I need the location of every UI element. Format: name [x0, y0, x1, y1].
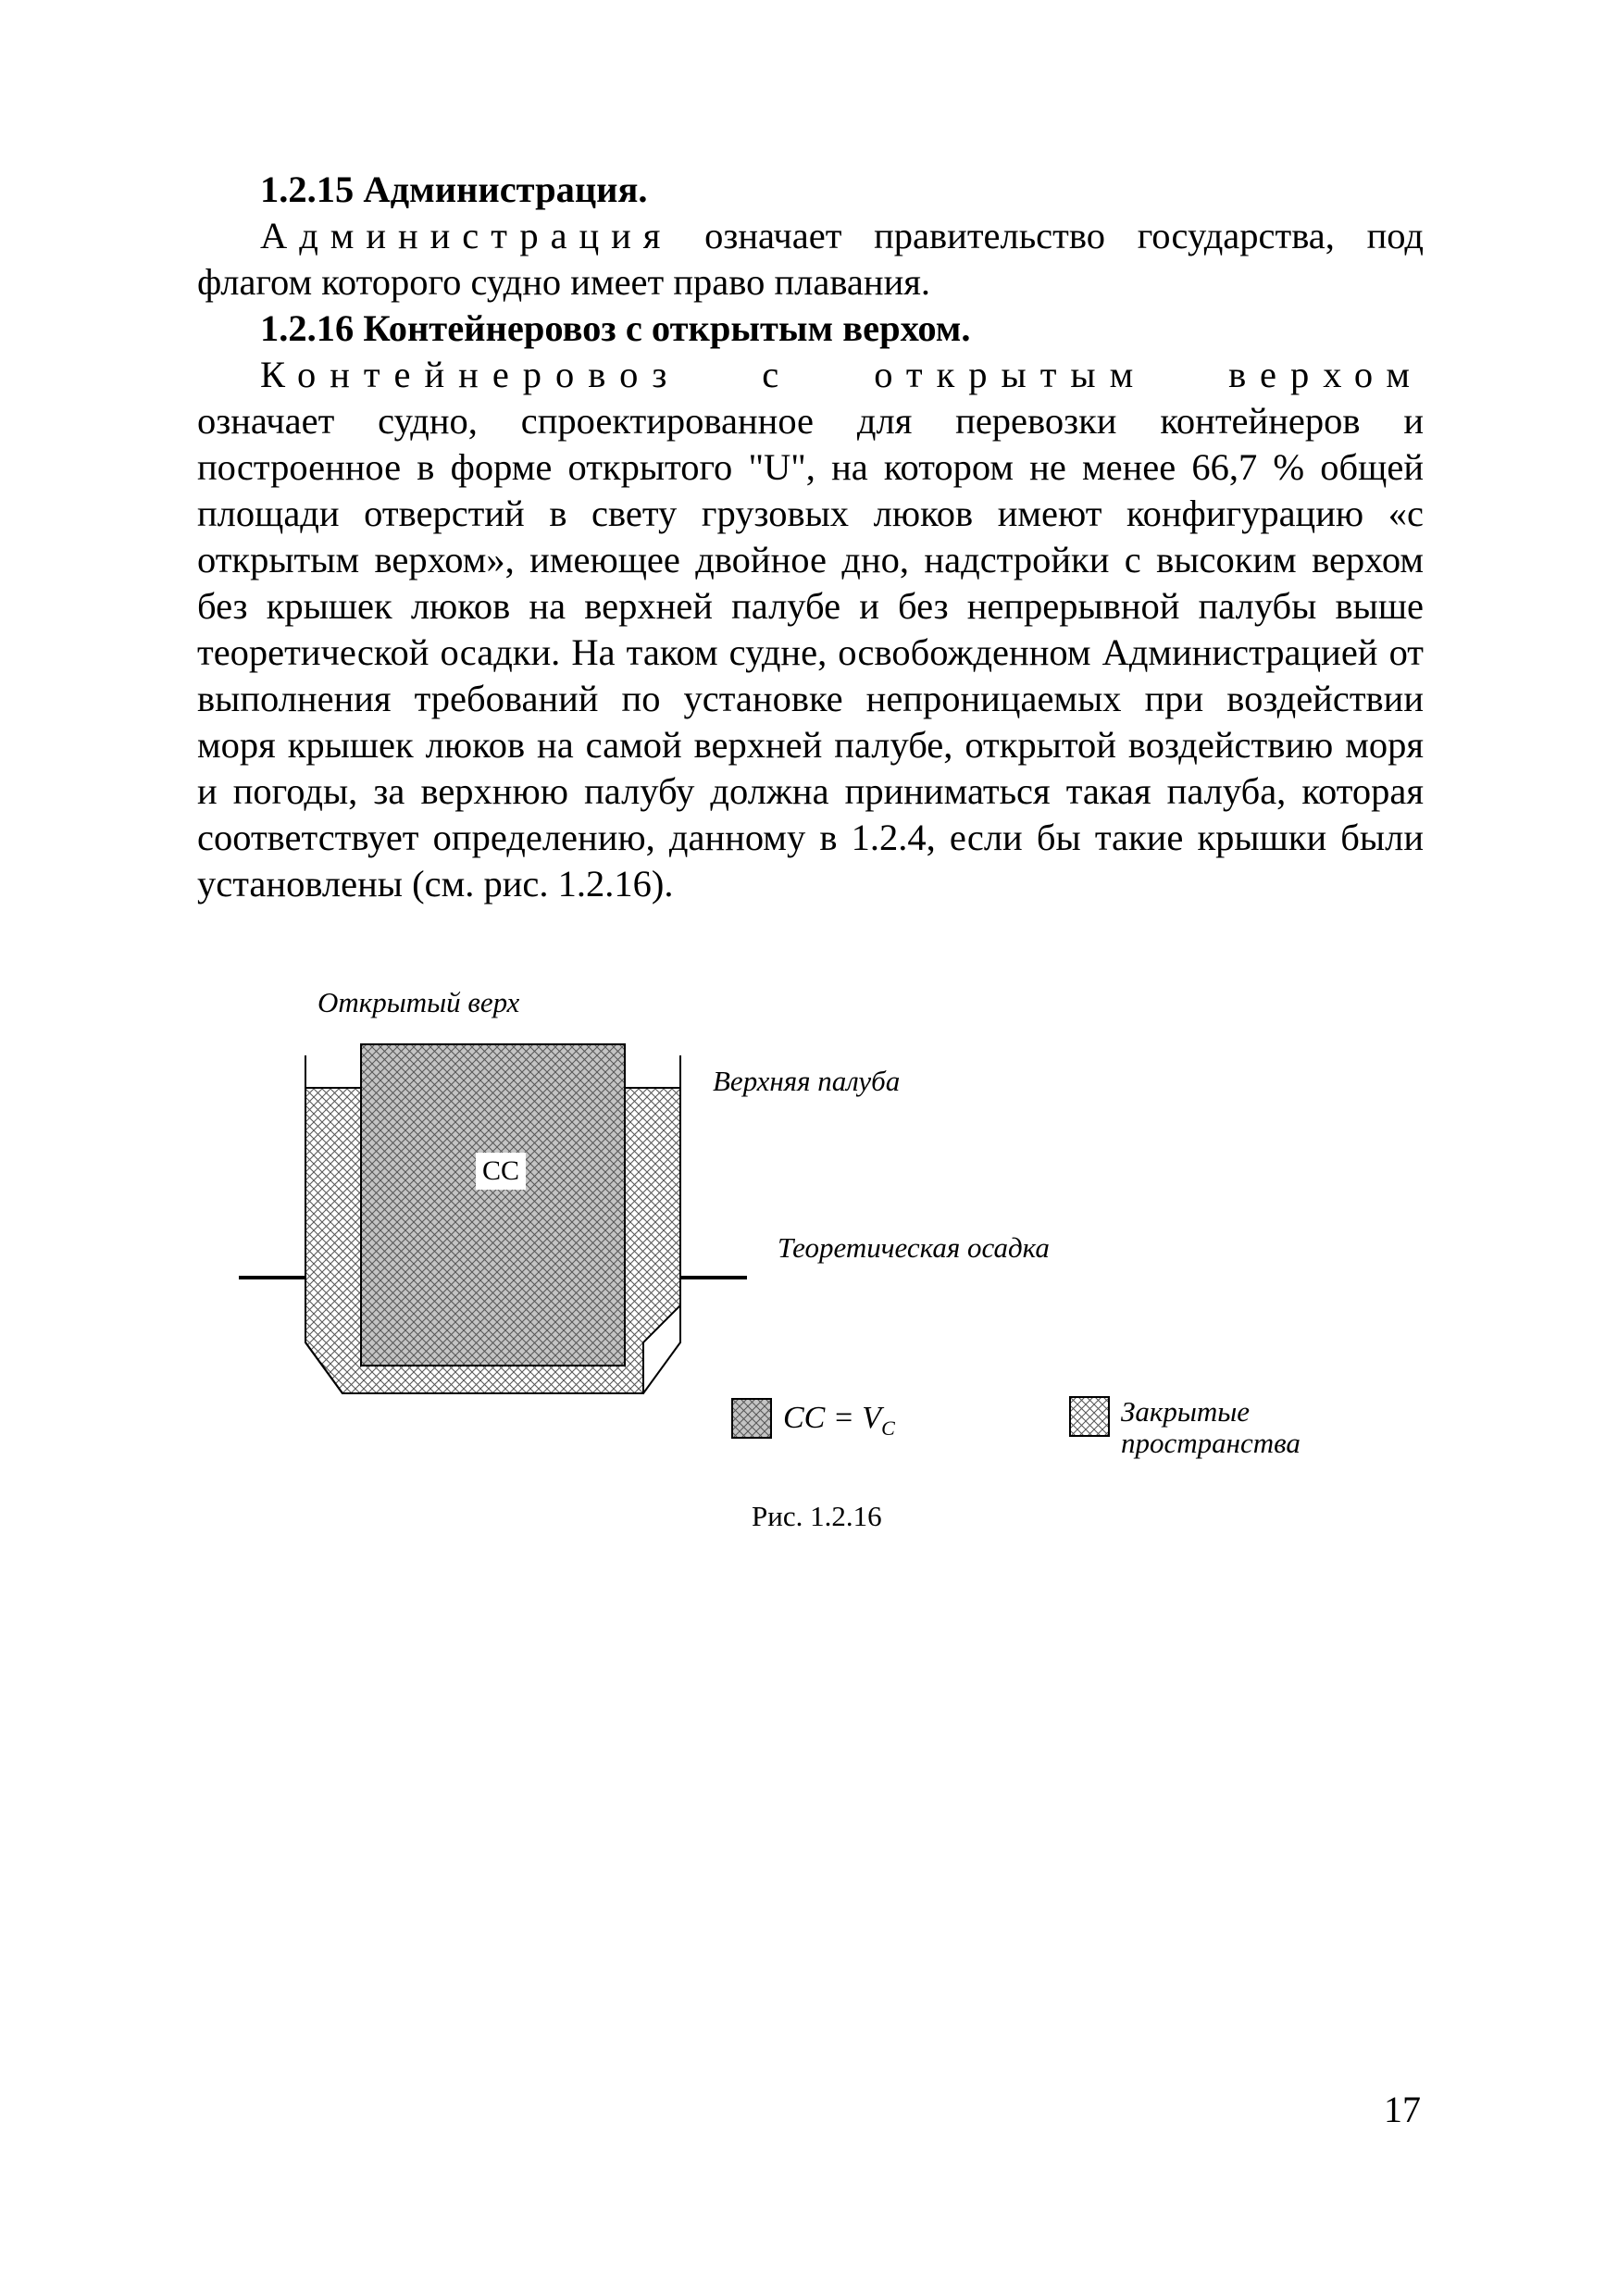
label-open-top: Открытый верх [317, 986, 520, 1018]
label-theoretical-draft: Теоретическая осадка [778, 1231, 1050, 1264]
legend-cc-text: CC = $V_C$ [783, 1401, 895, 1440]
figure-caption: Рис. 1.2.16 [752, 1500, 882, 1532]
term-open-top-container-ship: Контейнеровоз с открытым верхом [260, 354, 1424, 395]
cargo-compartment-cc [361, 1044, 625, 1366]
definition-text: означает правительство государства, под флагом которого судно имеет право плавания. [197, 215, 1424, 303]
body-text [197, 167, 1424, 907]
term-administration: Администрация [260, 215, 673, 256]
cc-label: CC [476, 1153, 526, 1190]
section-paragraph-1-2-15 [197, 213, 1424, 306]
legend-swatch-closed [1069, 1396, 1110, 1437]
figure-1-2-16 [222, 972, 1379, 1532]
section-heading-1-2-15: 1.2.15 Администрация. [260, 168, 648, 210]
legend-closed-spaces [1069, 1396, 1325, 1459]
label-upper-deck: Верхняя палуба [713, 1065, 901, 1097]
definition-text: означает судно, спроектированное для перевозки контейнеров и построенное в форме открытого "U", на котором не менее 66,7 % общей площади отверстий в свету грузовых люков имеют конфигурацию «с открытым верхом», имеющее двойное дно, надстройки с высоким верхом без крышек люков на верхней палубе и без непрерывной палубы выше теоретической осадки. На таком судне, освобожденном Администрацией от выполнения требований по установке непроницаемых при воздействии моря крышек люков на самой верхней палубе, открытой воздействию моря и погоды, за верхнюю палубу должна приниматься такая палуба, которая соответствует определению, данному в 1.2.4, если бы такие крышки были установлены (см. рис. 1.2.16). [197, 400, 1424, 905]
legend-swatch-cc [731, 1398, 772, 1439]
legend-closed-text: Закрытые пространства [1121, 1395, 1301, 1459]
section-paragraph-1-2-16 [197, 352, 1424, 907]
legend-cc [731, 1398, 895, 1449]
page-number: 17 [1384, 2089, 1421, 2130]
section-heading-1-2-16: 1.2.16 Контейнеровоз с открытым верхом. [260, 307, 971, 349]
